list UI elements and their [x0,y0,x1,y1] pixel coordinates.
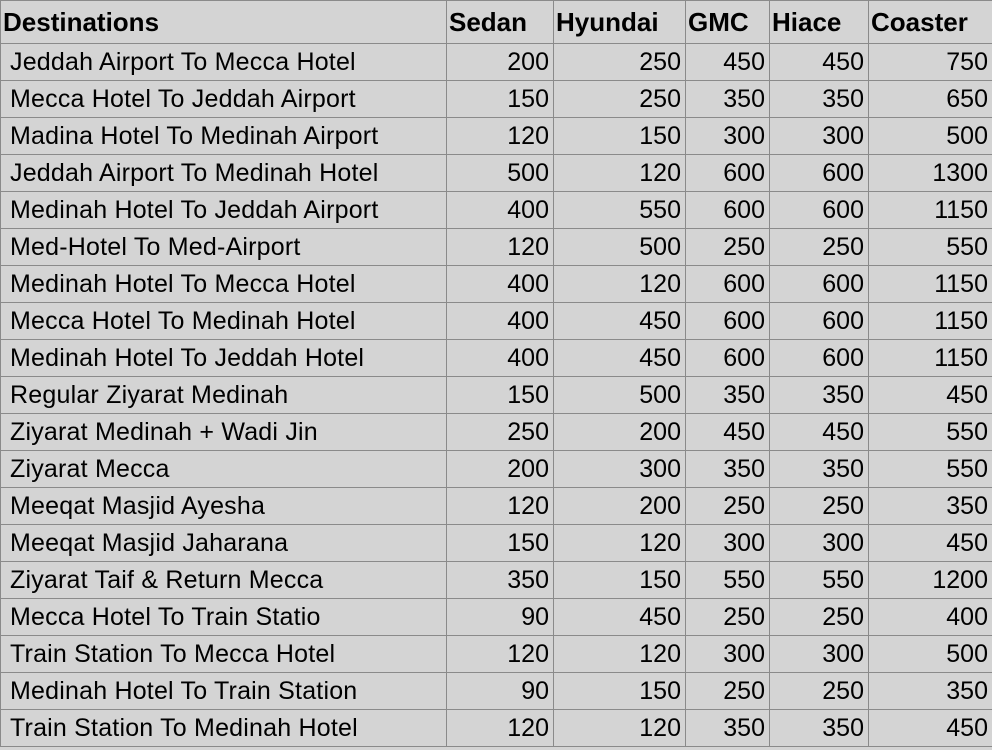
price-cell-hyundai[interactable]: 500 [554,377,686,414]
destination-cell[interactable]: Meeqat Masjid Ayesha [1,488,447,525]
price-cell-coaster[interactable]: 450 [869,710,992,747]
price-cell-hiace[interactable]: 350 [770,81,869,118]
price-cell-hyundai[interactable]: 450 [554,599,686,636]
table-row [1,562,992,599]
price-cell-coaster[interactable]: 1150 [869,266,992,303]
table-row [1,414,992,451]
destination-cell[interactable]: Regular Ziyarat Medinah [1,377,447,414]
price-cell-hiace[interactable]: 300 [770,118,869,155]
price-cell-hyundai[interactable]: 300 [554,451,686,488]
price-cell-sedan[interactable]: 500 [447,155,554,192]
price-cell-hyundai[interactable]: 150 [554,118,686,155]
table-body [1,44,992,747]
price-cell-coaster[interactable]: 1150 [869,303,992,340]
column-header-gmc[interactable]: GMC [686,1,770,44]
price-cell-coaster[interactable]: 550 [869,229,992,266]
column-header-destinations[interactable]: Destinations [1,1,447,44]
destination-cell[interactable]: Train Station To Mecca Hotel [1,636,447,673]
price-cell-sedan[interactable]: 200 [447,44,554,81]
price-cell-sedan[interactable]: 90 [447,599,554,636]
destination-cell[interactable]: Train Station To Medinah Hotel [1,710,447,747]
price-cell-hiace[interactable]: 600 [770,340,869,377]
destination-cell[interactable]: Medinah Hotel To Train Station [1,673,447,710]
column-header-hyundai[interactable]: Hyundai [554,1,686,44]
destination-cell[interactable]: Medinah Hotel To Jeddah Airport [1,192,447,229]
price-cell-hiace[interactable]: 600 [770,303,869,340]
price-cell-gmc[interactable]: 350 [686,710,770,747]
price-cell-sedan[interactable]: 250 [447,414,554,451]
destination-cell[interactable]: Ziyarat Taif & Return Mecca [1,562,447,599]
price-cell-hyundai[interactable]: 120 [554,525,686,562]
price-cell-coaster[interactable]: 350 [869,488,992,525]
destination-cell[interactable]: Ziyarat Medinah + Wadi Jin [1,414,447,451]
price-cell-hiace[interactable]: 350 [770,710,869,747]
table-row [1,377,992,414]
price-cell-coaster[interactable]: 350 [869,673,992,710]
price-cell-gmc[interactable]: 350 [686,81,770,118]
price-cell-sedan[interactable]: 120 [447,229,554,266]
price-cell-gmc[interactable]: 250 [686,229,770,266]
price-cell-sedan[interactable]: 120 [447,488,554,525]
price-cell-gmc[interactable]: 550 [686,562,770,599]
price-cell-sedan[interactable]: 120 [447,118,554,155]
price-cell-coaster[interactable]: 650 [869,81,992,118]
price-cell-coaster[interactable]: 400 [869,599,992,636]
price-cell-sedan[interactable]: 120 [447,710,554,747]
table-row [1,340,992,377]
price-cell-hyundai[interactable]: 450 [554,340,686,377]
destination-cell[interactable]: Mecca Hotel To Medinah Hotel [1,303,447,340]
price-cell-gmc[interactable]: 300 [686,525,770,562]
price-cell-gmc[interactable]: 250 [686,599,770,636]
price-cell-gmc[interactable]: 450 [686,44,770,81]
price-cell-hyundai[interactable]: 450 [554,303,686,340]
price-cell-hiace[interactable]: 250 [770,488,869,525]
table-row [1,525,992,562]
price-cell-hiace[interactable]: 350 [770,451,869,488]
price-cell-hiace[interactable]: 600 [770,155,869,192]
table-row [1,155,992,192]
price-cell-hiace[interactable]: 600 [770,192,869,229]
price-cell-sedan[interactable]: 200 [447,451,554,488]
price-cell-gmc[interactable]: 350 [686,451,770,488]
price-cell-hyundai[interactable]: 120 [554,155,686,192]
price-cell-coaster[interactable]: 1150 [869,340,992,377]
price-cell-coaster[interactable]: 1200 [869,562,992,599]
table-row [1,303,992,340]
table-row [1,451,992,488]
price-cell-hiace[interactable]: 250 [770,673,869,710]
table-row [1,118,992,155]
price-cell-coaster[interactable]: 500 [869,636,992,673]
table-header [1,1,992,44]
price-cell-hiace[interactable]: 450 [770,44,869,81]
price-cell-sedan[interactable]: 120 [447,636,554,673]
table-row [1,599,992,636]
destination-cell[interactable]: Med-Hotel To Med-Airport [1,229,447,266]
destination-cell[interactable]: Ziyarat Mecca [1,451,447,488]
price-cell-sedan[interactable]: 400 [447,303,554,340]
price-cell-hiace[interactable]: 550 [770,562,869,599]
price-cell-hiace[interactable]: 350 [770,377,869,414]
price-cell-hiace[interactable]: 300 [770,525,869,562]
destination-cell[interactable]: Mecca Hotel To Train Statio [1,599,447,636]
price-cell-coaster[interactable]: 1150 [869,192,992,229]
price-cell-hyundai[interactable]: 250 [554,81,686,118]
price-cell-sedan[interactable]: 400 [447,340,554,377]
price-cell-sedan[interactable]: 150 [447,377,554,414]
column-header-hiace[interactable]: Hiace [770,1,869,44]
column-header-coaster[interactable]: Coaster [869,1,992,44]
table-row [1,710,992,747]
price-cell-coaster[interactable]: 450 [869,525,992,562]
price-cell-hyundai[interactable]: 120 [554,710,686,747]
price-cell-hiace[interactable]: 250 [770,229,869,266]
price-cell-gmc[interactable]: 300 [686,118,770,155]
table-row [1,636,992,673]
price-cell-hiace[interactable]: 300 [770,636,869,673]
price-cell-sedan[interactable]: 150 [447,525,554,562]
price-cell-hyundai[interactable]: 120 [554,266,686,303]
price-cell-coaster[interactable]: 550 [869,451,992,488]
price-cell-hiace[interactable]: 600 [770,266,869,303]
destination-cell[interactable]: Mecca Hotel To Jeddah Airport [1,81,447,118]
price-cell-gmc[interactable]: 350 [686,377,770,414]
table-row [1,673,992,710]
price-cell-hyundai[interactable]: 120 [554,636,686,673]
price-cell-sedan[interactable]: 90 [447,673,554,710]
price-cell-sedan[interactable]: 400 [447,192,554,229]
table-row [1,229,992,266]
price-cell-coaster[interactable]: 1300 [869,155,992,192]
price-cell-hiace[interactable]: 250 [770,599,869,636]
price-cell-hyundai[interactable]: 500 [554,229,686,266]
price-cell-sedan[interactable]: 400 [447,266,554,303]
destination-cell[interactable]: Medinah Hotel To Mecca Hotel [1,266,447,303]
price-cell-gmc[interactable]: 600 [686,340,770,377]
price-cell-hyundai[interactable]: 150 [554,562,686,599]
destination-cell[interactable]: Medinah Hotel To Jeddah Hotel [1,340,447,377]
price-cell-coaster[interactable]: 450 [869,377,992,414]
price-cell-gmc[interactable]: 600 [686,266,770,303]
price-cell-hiace[interactable]: 450 [770,414,869,451]
price-cell-hyundai[interactable]: 250 [554,44,686,81]
table-row [1,266,992,303]
price-cell-coaster[interactable]: 750 [869,44,992,81]
price-cell-sedan[interactable]: 350 [447,562,554,599]
price-cell-hyundai[interactable]: 550 [554,192,686,229]
header-row [1,1,992,44]
table-row [1,81,992,118]
price-cell-coaster[interactable]: 500 [869,118,992,155]
column-header-sedan[interactable]: Sedan [447,1,554,44]
price-cell-hyundai[interactable]: 200 [554,414,686,451]
price-cell-hyundai[interactable]: 150 [554,673,686,710]
price-cell-gmc[interactable]: 300 [686,636,770,673]
destination-cell[interactable]: Meeqat Masjid Jaharana [1,525,447,562]
price-cell-hyundai[interactable]: 200 [554,488,686,525]
price-cell-gmc[interactable]: 250 [686,488,770,525]
table-row [1,44,992,81]
destination-cell[interactable]: Jeddah Airport To Medinah Hotel [1,155,447,192]
price-cell-gmc[interactable]: 450 [686,414,770,451]
destination-cell[interactable]: Madina Hotel To Medinah Airport [1,118,447,155]
price-cell-gmc[interactable]: 600 [686,155,770,192]
price-cell-sedan[interactable]: 150 [447,81,554,118]
table-row [1,488,992,525]
price-cell-gmc[interactable]: 600 [686,192,770,229]
price-cell-gmc[interactable]: 250 [686,673,770,710]
price-cell-gmc[interactable]: 600 [686,303,770,340]
table-row [1,192,992,229]
destination-cell[interactable]: Jeddah Airport To Mecca Hotel [1,44,447,81]
price-cell-coaster[interactable]: 550 [869,414,992,451]
